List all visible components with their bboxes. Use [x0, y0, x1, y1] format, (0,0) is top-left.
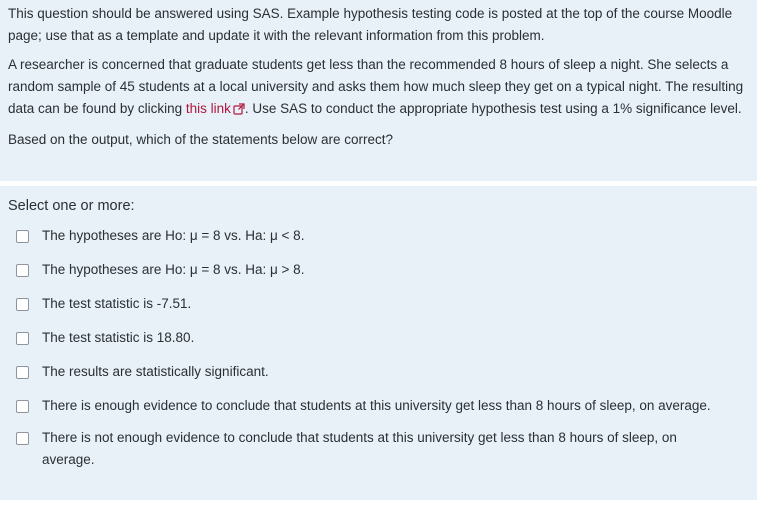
answer-option-2[interactable] — [8, 259, 749, 281]
answer-option-1[interactable] — [8, 225, 749, 247]
data-link-label: this link — [185, 101, 231, 116]
answer-label-3: The test statistic is -7.51. — [42, 296, 192, 311]
answer-checkbox-1[interactable] — [16, 230, 29, 243]
scenario-text-before-link: A researcher is concerned that graduate students get less than the recommended 8 hours of sleep a night. She selects a random sample of 45 students at a local university and asks them how much sleep they get on a typical night. The resulting data can be found by clicking — [8, 57, 744, 116]
answer-checkbox-3[interactable] — [16, 298, 29, 311]
answer-label-7: There is not enough evidence to conclude that students at this university get less than 8 hours of sleep, on average. — [42, 430, 677, 467]
question-scenario — [8, 54, 749, 122]
answer-option-3[interactable] — [8, 293, 749, 315]
answer-label-4: The test statistic is 18.80. — [42, 330, 195, 345]
question-intro: This question should be answered using SAS. Example hypothesis testing code is posted at the top of the course Moodle page; use that as a template and update it with the relevant information from this problem. — [8, 6, 733, 43]
answer-option-4[interactable] — [8, 327, 749, 349]
answer-block — [0, 186, 757, 500]
answer-label-6: There is enough evidence to conclude that students at this university get less than 8 hours of sleep, on average. — [42, 398, 711, 413]
answer-checkbox-4[interactable] — [16, 332, 29, 345]
answer-option-7[interactable] — [8, 427, 749, 471]
answer-label-5: The results are statistically significant. — [42, 364, 269, 379]
answer-label-2: The hypotheses are Ho: μ = 8 vs. Ha: μ > 8. — [42, 262, 305, 277]
answer-option-5[interactable] — [8, 361, 749, 383]
answer-option-6[interactable] — [8, 395, 749, 417]
answer-checkbox-6[interactable] — [16, 400, 29, 413]
external-link-icon — [233, 100, 245, 122]
question-ask: Based on the output, which of the statements below are correct? — [8, 132, 393, 147]
answer-checkbox-2[interactable] — [16, 264, 29, 277]
select-prompt: Select one or more: — [8, 198, 135, 214]
scenario-text-after-link: . Use SAS to conduct the appropriate hypothesis test using a 1% significance level. — [244, 101, 742, 116]
question-text — [0, 0, 757, 181]
answer-checkbox-7[interactable] — [16, 432, 29, 445]
data-link[interactable] — [186, 101, 245, 116]
answer-checkbox-5[interactable] — [16, 366, 29, 379]
answer-label-1: The hypotheses are Ho: μ = 8 vs. Ha: μ < 8. — [42, 228, 305, 243]
